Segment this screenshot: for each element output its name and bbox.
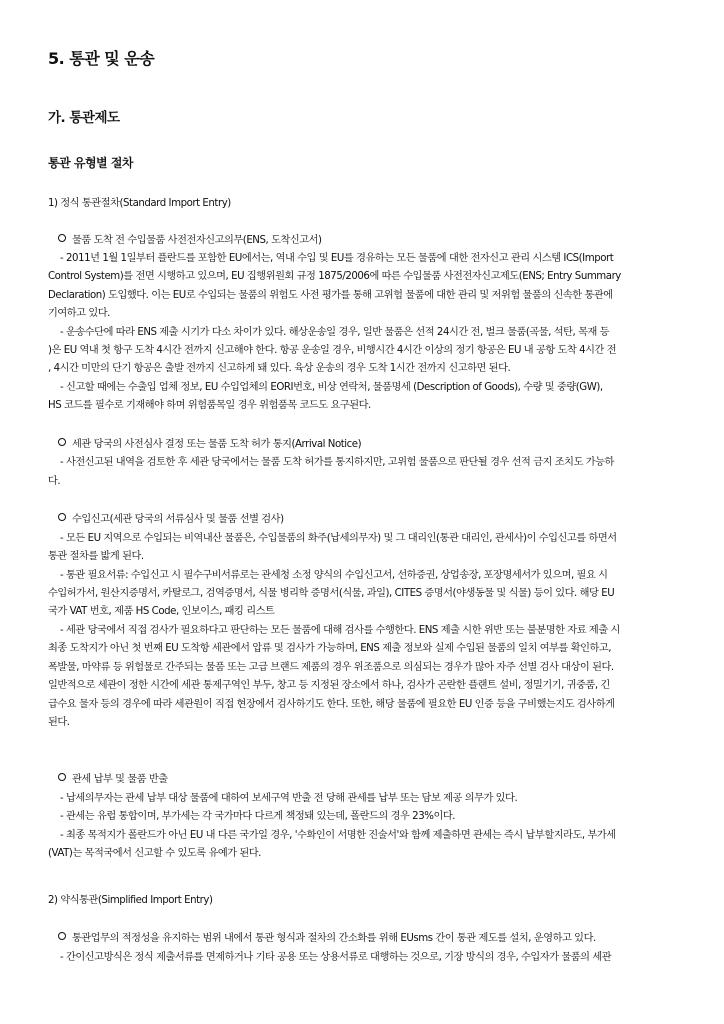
paragraph-line: - 신고할 때에는 수출입 업체 정보, EU 수입업체의 EORI번호, 비상 연락처, 물품명세 (Description of Goods), 수량 및 중량(GW), — [60, 382, 603, 393]
paragraph-line: - 모든 EU 지역으로 수입되는 비역내산 물품은, 수입물품의 화주(납세의무자) 및 그 대리인(통관 대리인, 관세사)이 수입신고를 하면서 — [60, 533, 617, 544]
circle-bullet-icon — [58, 513, 66, 521]
paragraph-line: - 납세의무자는 관세 납부 대상 물품에 대하여 보세구역 반출 전 당해 관세를 납부 또는 담보 제공 의무가 있다. — [60, 793, 518, 804]
bullet-arrival-notice — [58, 438, 361, 452]
paragraph-line: 국가 VAT 번호, 제품 HS Code, 인보이스, 패킹 리스트 — [48, 606, 275, 617]
paragraph-line: - 관세는 유럽 통합이며, 부가세는 각 국가마다 다르게 책정돼 있는데, 폴란드의 경우 23%이다. — [60, 811, 456, 822]
circle-bullet-icon — [58, 773, 66, 781]
bullet-arrival-notice-title: 세관 당국의 사전심사 결정 또는 물품 도착 허가 통지(Arrival Notice) — [72, 439, 362, 450]
paragraph-line: 최종 도착지가 아닌 첫 번째 EU 도착항 세관에서 압류 및 검사가 가능하며, ENS 제출 정보와 실제 수입된 물품의 일치 여부를 확인하고, — [48, 643, 612, 654]
paragraph-line: Declaration) 도입했다. 이는 EU로 수입되는 물품의 위험도 사전 평가를 통해 고위험 물품에 대한 관리 및 저위험 물품의 신속한 통관에 — [48, 290, 613, 301]
paragraph-line: - 통관 필요서류: 수입신고 시 필수구비서류로는 관세청 소정 양식의 수입신고서, 선하증권, 상업송장, 포장명세서가 있으며, 필요 시 — [60, 570, 608, 581]
paragraph-line: - 최종 목적지가 폴란드가 아닌 EU 내 다른 국가일 경우, '수화인이 서명한 진술서'와 함께 제출하면 관세는 즉시 납부할지라도, 부가세 — [60, 830, 616, 841]
paragraph-line: 일반적으로 세관이 정한 시간에 세관 통제구역인 부두, 창고 등 지정된 장소에서 하나, 검사가 곤란한 플랜트 설비, 정밀기기, 귀중품, 긴 — [48, 680, 610, 691]
paragraph-line: 수입허가서, 원산지증명서, 카탈로그, 검역증명서, 식물 병리학 증명서(식물, 과일), CITES 증명서(야생동물 및 식물) 등이 있다. 해당 EU — [48, 588, 615, 599]
paragraph-line: 폭발물, 마약류 등 위험물로 간주되는 물품 또는 고급 브랜드 제품의 경우 위조품으로 의심되는 경우가 많아 자주 선별 검사 대상이 된다. — [48, 662, 614, 673]
subsection-title: 가. 통관제도 — [48, 110, 120, 126]
paragraph-line: Control System)를 전면 시행하고 있으며, EU 집행위원회 규정 1875/2006에 따른 수입물품 사전전자신고제도(ENS; Entry Summary — [48, 271, 621, 282]
bullet-duty-payment-title: 관세 납부 및 물품 반출 — [72, 774, 168, 785]
circle-bullet-icon — [58, 234, 66, 242]
bullet-simplified-customs — [58, 932, 596, 946]
bullet-import-declaration — [58, 513, 284, 527]
circle-bullet-icon — [58, 932, 66, 940]
circle-bullet-icon — [58, 438, 66, 446]
bullet-ens — [58, 234, 322, 248]
paragraph-line: 된다. — [48, 717, 70, 728]
bullet-simplified-customs-title: 통관업무의 적정성을 유지하는 범위 내에서 통관 형식과 절차의 간소화를 위해 EUsms 간이 통관 제도를 설치, 운영하고 있다. — [72, 933, 596, 944]
paragraph-line: - 2011년 1월 1일부터 플란드를 포함한 EU에서는, 역내 수입 및 EU를 경유하는 모든 물품에 대한 전자신고 관리 시스템 ICS(Import — [60, 253, 614, 264]
section-title: 5. 통관 및 운송 — [48, 49, 155, 68]
paragraph-line: 다. — [48, 476, 61, 487]
paragraph-line: 급수요 물자 등의 경우에 따라 세관원이 직접 현장에서 검사하기도 한다. 또한, 해당 물품에 필요한 EU 인증 등을 구비했는지도 검사하게 — [48, 699, 615, 710]
paragraph-line: , 4시간 미만의 단기 항공은 출발 전까지 신고하게 돼 있다. 육상 운송의 경우 도착 1시간 전까지 신고하면 된다. — [48, 363, 511, 374]
bullet-import-declaration-title: 수입신고(세관 당국의 서류심사 및 물품 선별 검사) — [72, 514, 284, 525]
simplified-entry-title: 2) 약식통관(Simplified Import Entry) — [48, 895, 213, 906]
paragraph-line: - 세관 당국에서 직접 검사가 필요하다고 판단하는 모든 물품에 대해 검사를 수행한다. ENS 제출 시한 위반 또는 불분명한 자료 제출 시 — [60, 625, 620, 636]
paragraph-line: - 운송수단에 따라 ENS 제출 시기가 다소 차이가 있다. 해상운송일 경우, 일반 물품은 선적 24시간 전, 벌크 물품(곡물, 석탄, 목재 등 — [60, 327, 610, 338]
paragraph-line: (VAT)는 목적국에서 신고할 수 있도록 유예가 된다. — [48, 848, 261, 859]
paragraph-line: HS 코드를 필수로 기재해야 하며 위험품목일 경우 위험품목 코드도 요구된다. — [48, 400, 371, 411]
bullet-ens-title: 물품 도착 전 수입물품 사전전자신고의무(ENS, 도착신고서) — [72, 235, 322, 246]
paragraph-line: )은 EU 역내 첫 항구 도착 4시간 전까지 신고해야 한다. 항공 운송일 경우, 비행시간 4시간 이상의 정기 항공은 EU 내 공항 도착 4시간 전 — [48, 345, 617, 356]
paragraph-line: 통관 절차를 밟게 된다. — [48, 551, 144, 562]
paragraph-line: - 사전신고된 내역을 검토한 후 세관 당국에서는 물품 도착 허가를 통지하지만, 고위험 물품으로 판단될 경우 선적 금지 조치도 가능하 — [60, 457, 614, 468]
paragraph-line: - 간이신고방식은 정식 제출서류를 면제하거나 기타 공용 또는 상용서류로 대행하는 것으로, 기장 방식의 경우, 수입자가 물품의 세관 — [60, 952, 612, 963]
bullet-duty-payment — [58, 773, 168, 787]
paragraph-line: 기여하고 있다. — [48, 308, 110, 319]
standard-entry-title: 1) 정식 통관절차(Standard Import Entry) — [48, 198, 231, 209]
procedure-heading: 통관 유형별 절차 — [48, 156, 134, 170]
